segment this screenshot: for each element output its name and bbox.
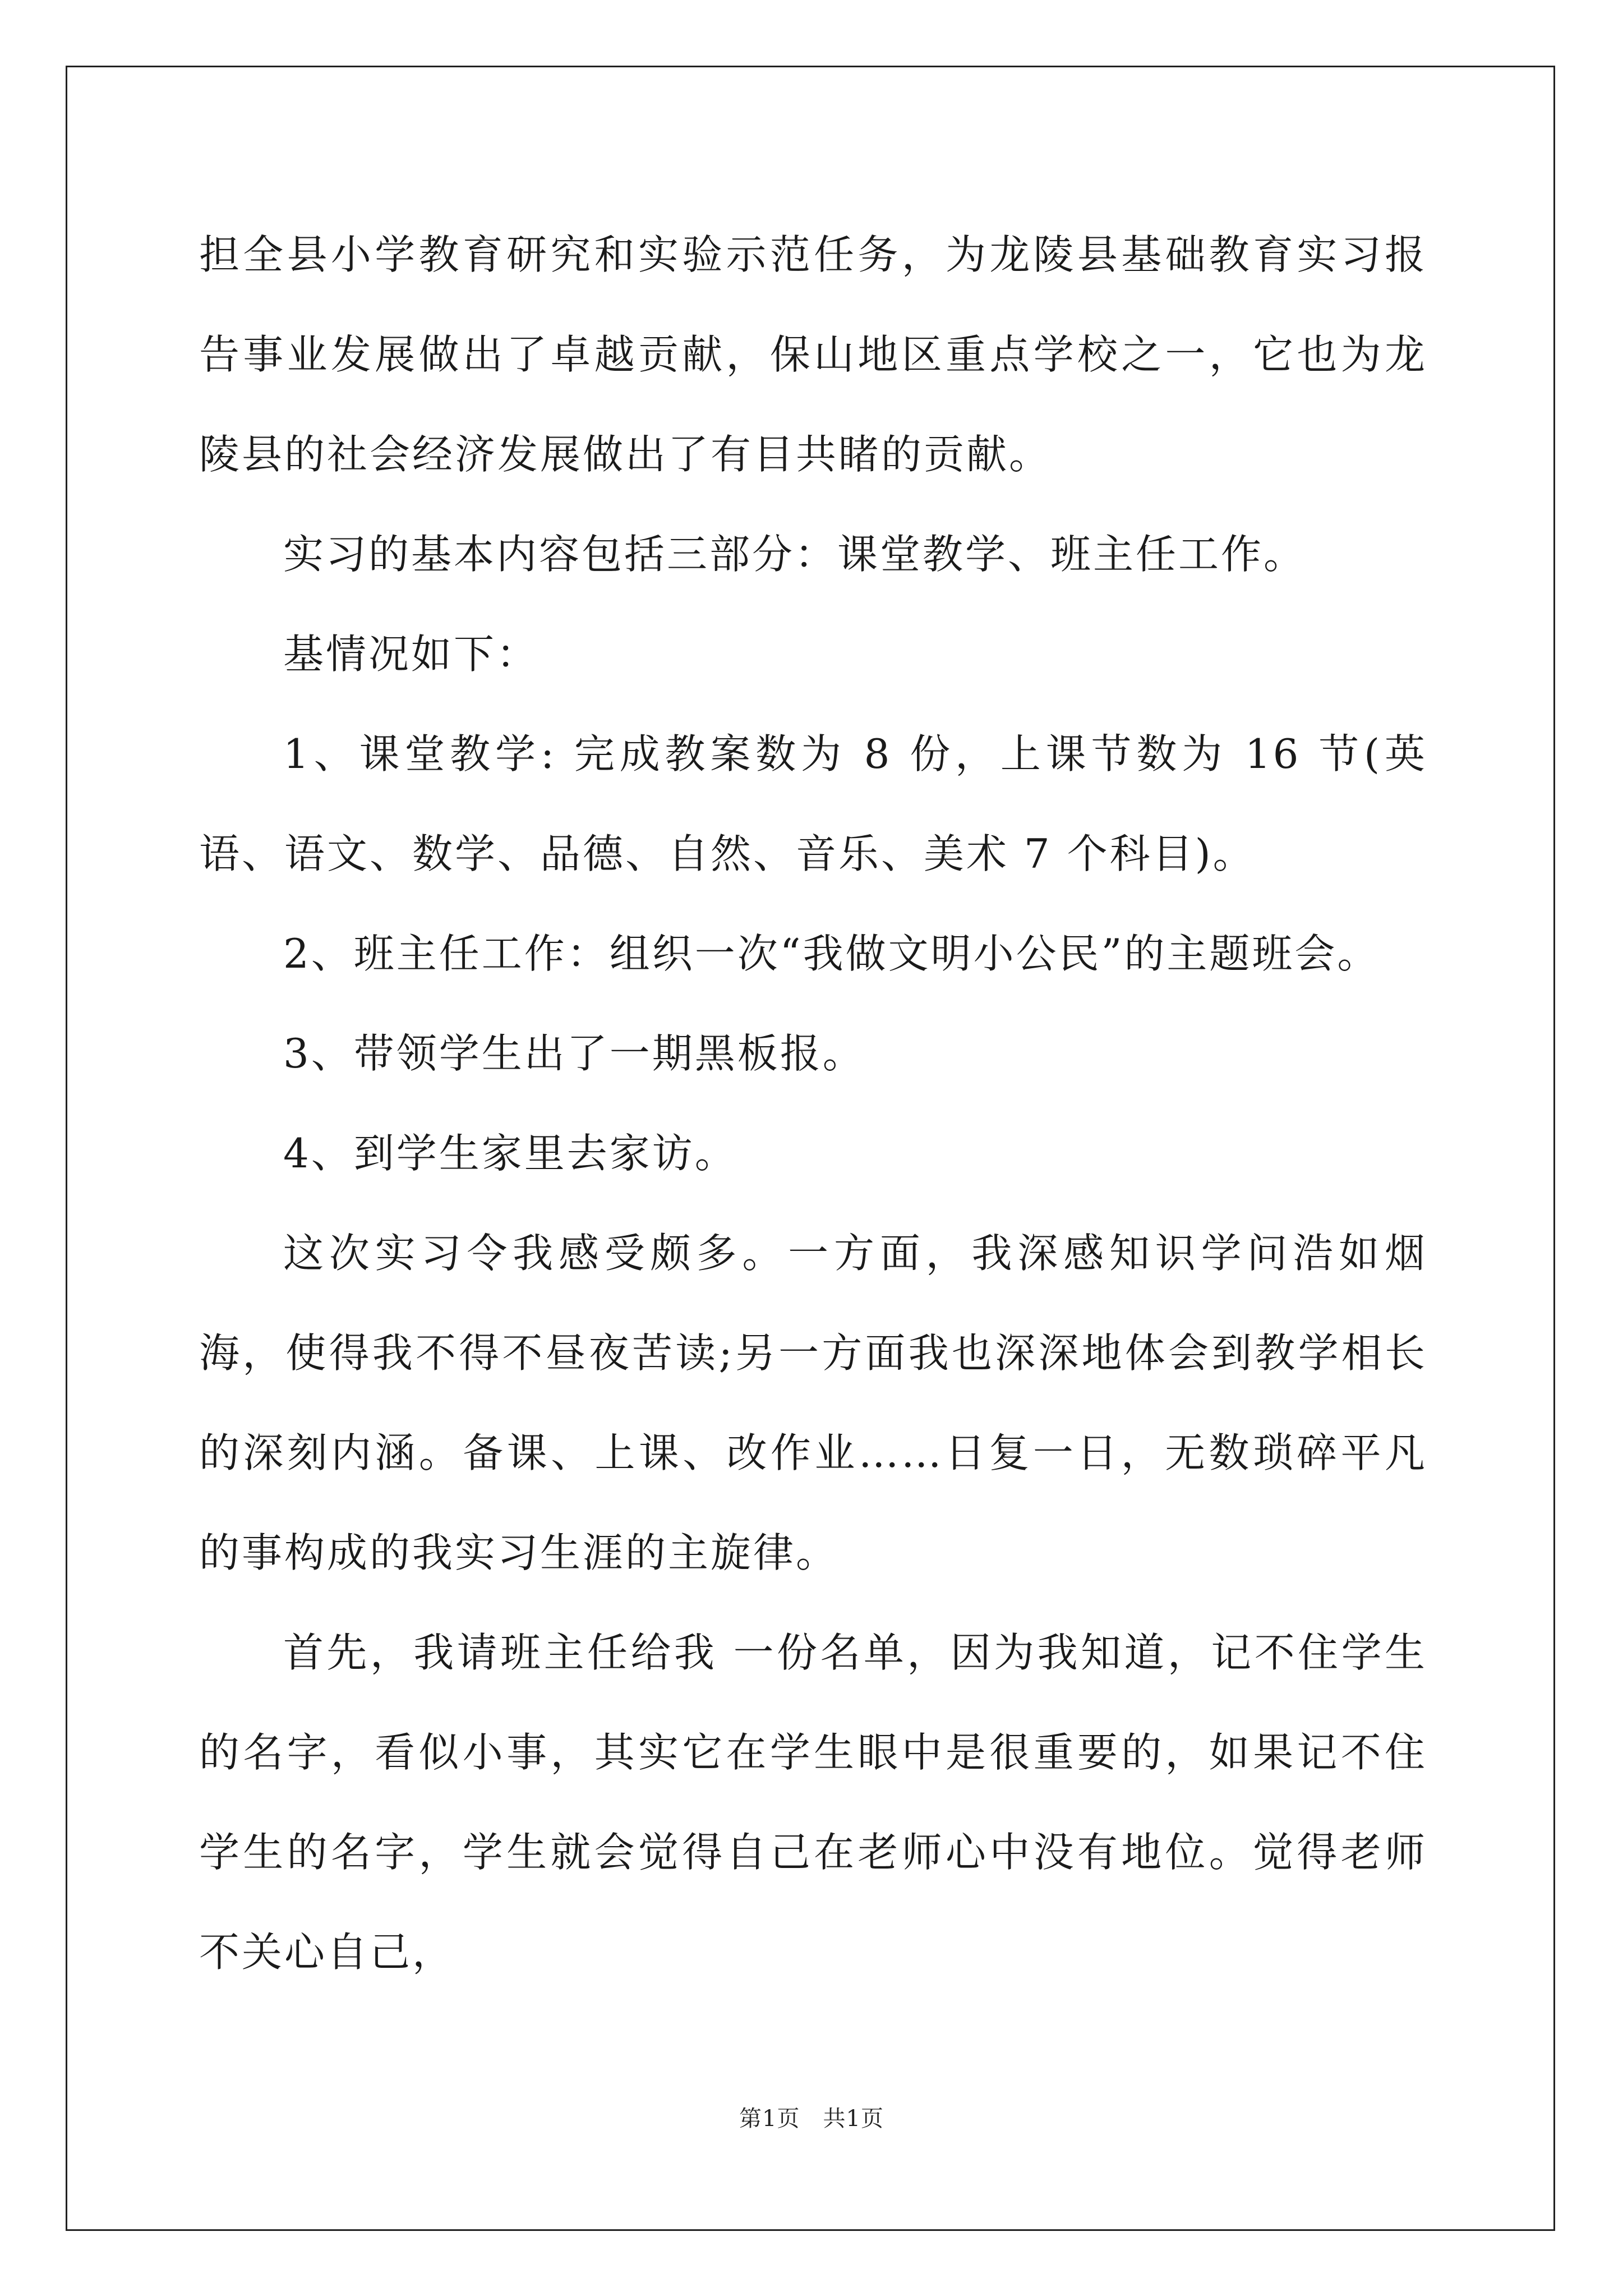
paragraph-8: 这次实习令我感受颇多。一方面，我深感知识学问浩如烟海，使得我不得不昼夜苦读;另一方面我也深深地体会到教学相长的深刻内涵。备课、上课、改作业……日复一日，无数琐碎平凡的事构成的我实习生涯的主旋律。 (199, 1230, 1427, 1576)
page-footer: 第1页 共1页 (739, 2106, 884, 2132)
paragraph-9: 首先，我请班主任给我 一份名单，因为我知道，记不住学生的名字，看似小事，其实它在学生眼中是很重要的，如果记不住学生的名字，学生就会觉得自己在老师心中没有地位。觉得老师不关心自己， (199, 1629, 1427, 1976)
paragraph-3: 基情况如下： (283, 631, 540, 678)
paragraph-6: 3、带领学生出了一期黑板报。 (283, 1030, 865, 1077)
paragraph-5: 2、班主任工作：组织一次“我做文明小公民”的主题班会。 (283, 930, 1380, 977)
paragraph-1: 担全县小学教育研究和实验示范任务，为龙陵县基础教育实习报告事业发展做出了卓越贡献，保山地区重点学校之一，它也为龙陵县的社会经济发展做出了有目共睹的贡献。 (199, 231, 1427, 478)
paragraph-4: 1、课堂教学: 完成教案数为 8 份，上课节数为 16 节(英语、语文、数学、品德、自然、音乐、美术 7 个科目)。 (199, 730, 1427, 877)
paragraph-2: 实习的基本内容包括三部分：课堂教学、班主任工作。 (283, 531, 1307, 578)
document-body (199, 205, 1427, 2002)
paragraph-7: 4、到学生家里去家访。 (283, 1130, 737, 1177)
